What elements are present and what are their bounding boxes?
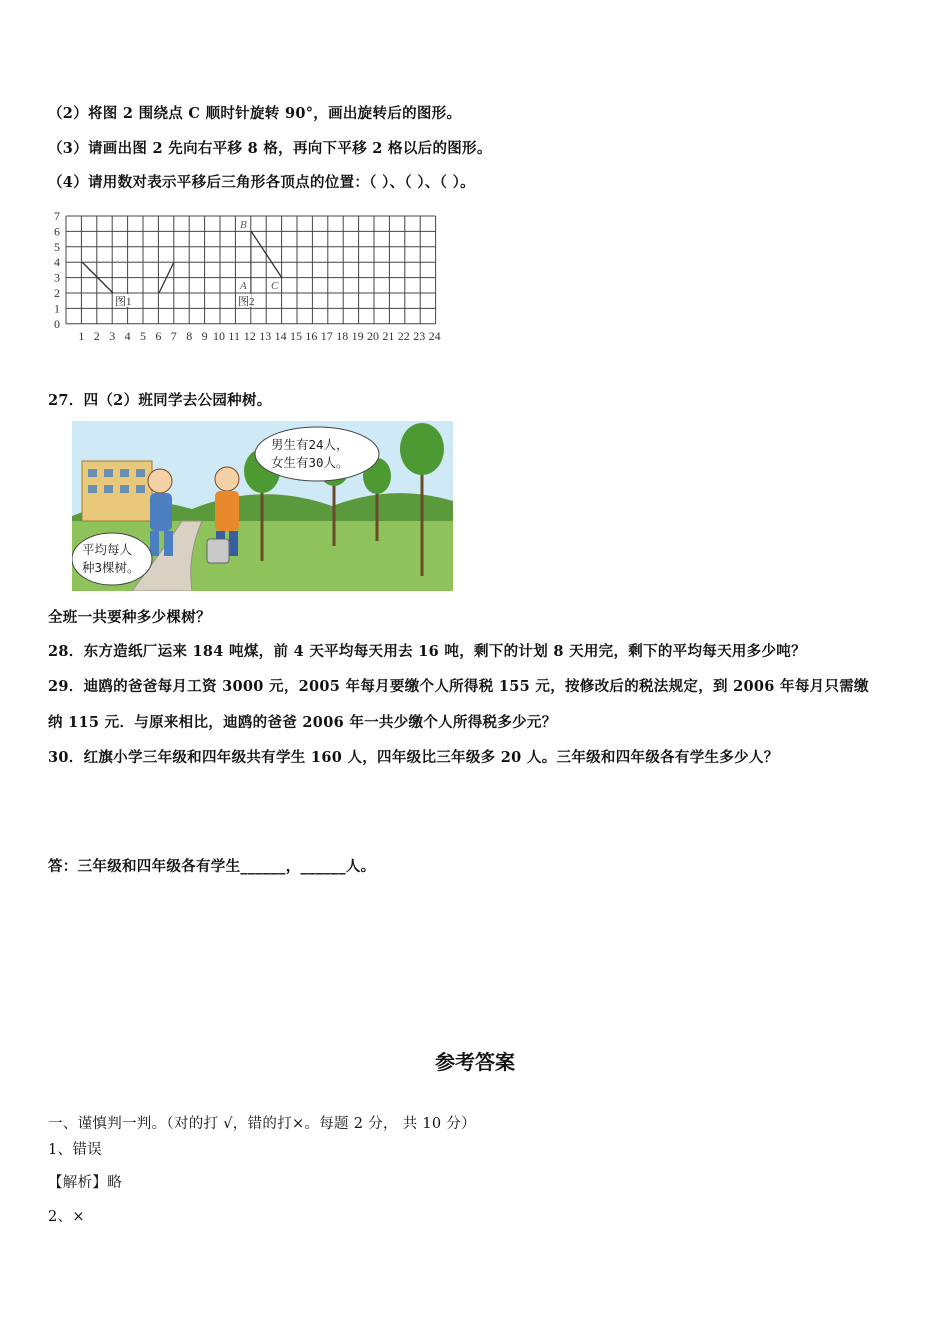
y-tick-label: 3 [54, 270, 60, 285]
x-tick-label: 12 [243, 328, 256, 343]
q26-part2: （2）将图 2 围绕点 C 顺时针旋转 90°，画出旋转后的图形。 [48, 105, 462, 122]
x-tick-label: 17 [320, 328, 333, 343]
x-tick-label: 1 [78, 328, 85, 343]
y-tick-label: 4 [54, 255, 60, 270]
point-c-label: C [271, 280, 279, 292]
q28: 28．东方造纸厂运来 184 吨煤，前 4 天平均每天用去 16 吨，剩下的计划 8 天用完，剩下的平均每天用多少吨？ [48, 643, 806, 660]
answer-1-analysis: 【解析】略 [48, 1175, 122, 1191]
y-tick-label: 7 [54, 209, 60, 223]
x-tick-label: 3 [109, 328, 116, 343]
x-tick-label: 14 [274, 328, 287, 343]
x-tick-label: 24 [428, 328, 441, 343]
y-tick-label: 5 [54, 239, 60, 254]
y-tick-label: 0 [54, 316, 60, 331]
point-a-label: A [240, 280, 247, 292]
x-tick-label: 11 [228, 328, 240, 343]
x-tick-label: 18 [336, 328, 349, 343]
q27-question: 全班一共要种多少棵树？ [48, 609, 211, 626]
x-tick-label: 4 [124, 328, 131, 343]
y-tick-label: 1 [54, 301, 60, 316]
bubble-top-line2: 女生有30人。 [271, 455, 349, 470]
bubble-left [72, 533, 152, 585]
q29-line1: 29．迪鸥的爸爸每月工资 3000 元，2005 年每月要缴个人所得税 155 元，按修改后的税法规定，到 2006 年每月只需缴 [48, 678, 869, 695]
figure-2-label: 图2 [238, 296, 255, 308]
x-tick-label: 16 [305, 328, 318, 343]
answer-2: 2、× [48, 1209, 85, 1225]
x-tick-label: 20 [367, 328, 379, 343]
q30: 30．红旗小学三年级和四年级共有学生 160 人，四年级比三年级多 20 人。三年级和四年级各有学生多少人？ [48, 749, 779, 766]
y-tick-label: 2 [54, 286, 60, 300]
figure-1-label: 图1 [115, 296, 132, 308]
x-tick-label: 7 [170, 328, 177, 343]
x-tick-label: 22 [397, 328, 410, 343]
bubble-left-line1: 平均每人 [82, 542, 133, 557]
bubble-top [255, 427, 379, 481]
y-tick-label: 6 [54, 224, 60, 239]
x-tick-label: 6 [155, 328, 162, 343]
x-tick-label: 8 [186, 328, 193, 343]
x-tick-label: 10 [213, 328, 225, 343]
x-tick-label: 19 [351, 328, 364, 343]
answer-section1-heading: 一、谨慎判一判。（对的打 √，错的打×。每题 2 分， 共 10 分） [48, 1116, 476, 1132]
answer-section-title: 参考答案 [435, 1050, 515, 1074]
bubble-top-line1: 男生有24人， [271, 437, 349, 452]
x-tick-label: 5 [140, 328, 146, 343]
point-b-label: B [240, 219, 247, 231]
q26-part3: （3）请画出图 2 先向右平移 8 格，再向下平移 2 格以后的图形。 [48, 140, 492, 157]
x-tick-label: 2 [93, 328, 100, 343]
q27-title: 27．四（2）班同学去公园种树。 [48, 392, 272, 409]
q30-answer: 答：三年级和四年级各有学生______，______人。 [48, 858, 376, 875]
x-tick-label: 15 [290, 328, 302, 343]
bubble-left-line2: 种3棵树。 [82, 560, 140, 575]
q29-line2: 纳 115 元．与原来相比，迪鸥的爸爸 2006 年一共少缴个人所得税多少元？ [48, 714, 557, 731]
answer-1: 1、错误 [48, 1142, 102, 1158]
x-tick-label: 21 [382, 328, 395, 343]
x-tick-label: 13 [259, 328, 272, 343]
q26-part4: （4）请用数对表示平移后三角形各顶点的位置：（ ）、（ ）、（ ）。 [48, 174, 475, 191]
coordinate-grid [52, 208, 452, 343]
x-tick-label: 9 [201, 328, 208, 343]
tree-planting-illustration [72, 421, 453, 591]
x-tick-label: 23 [413, 328, 426, 343]
